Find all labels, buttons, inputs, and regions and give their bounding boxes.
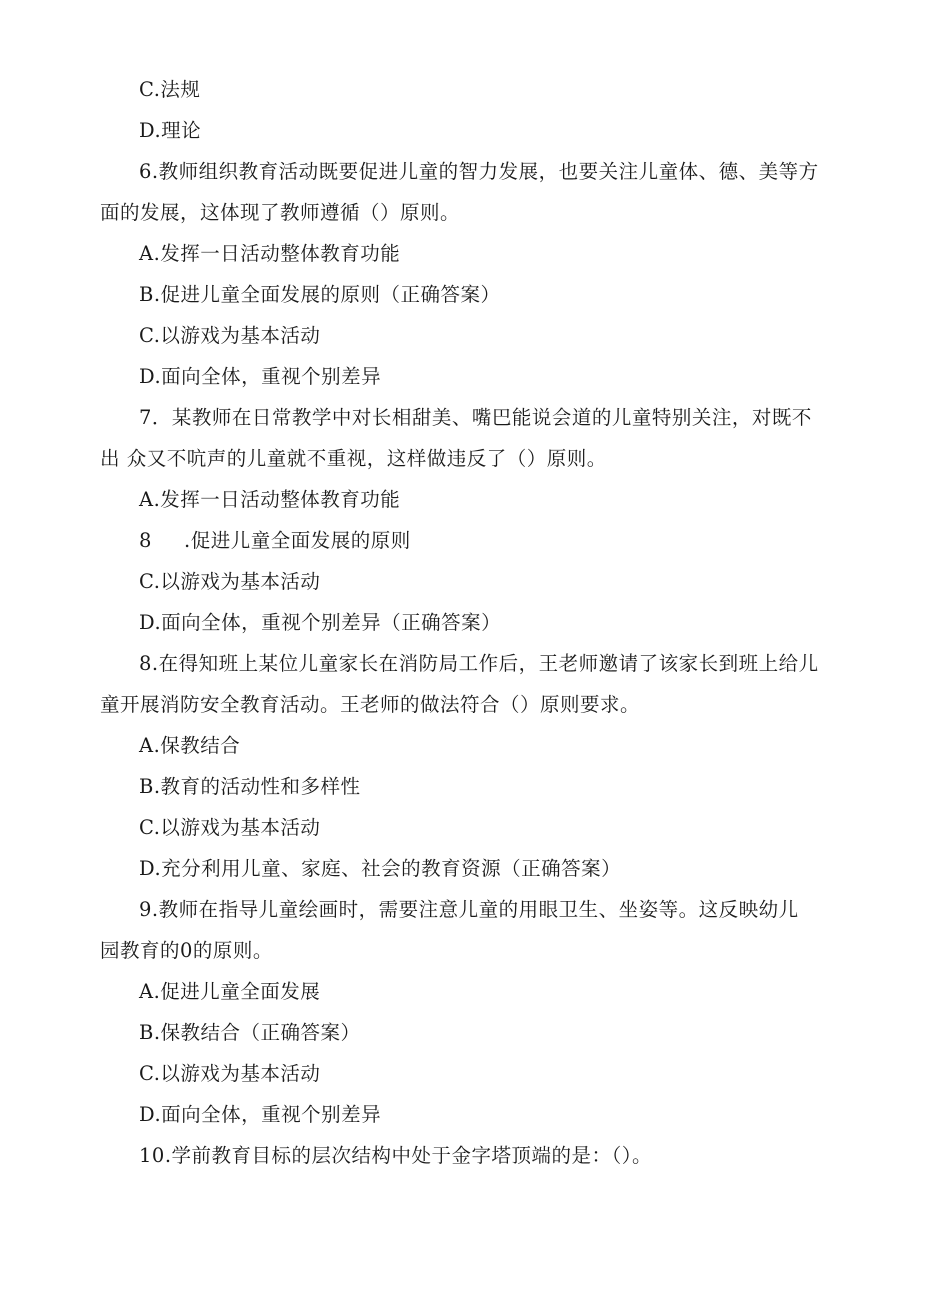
option-a-q8: A.保教结合 — [139, 734, 241, 757]
question-9-line-1: 9.教师在指导儿童绘画时，需要注意儿童的用眼卫生、坐姿等。这反映幼儿 — [139, 898, 799, 921]
question-9-line-2: 园教育的0的原则。 — [100, 939, 273, 962]
question-6-line-1: 6.教师组织教育活动既要促进儿童的智力发展，也要关注儿童体、德、美等方 — [139, 160, 819, 183]
option-text: .促进儿童全面发展的原则 — [184, 529, 411, 552]
question-7-line-2: 出 众又不吭声的儿童就不重视，这样做违反了（）原则。 — [100, 447, 607, 470]
option-d-q8: D.充分利用儿童、家庭、社会的教育资源（正确答案） — [139, 857, 622, 880]
option-b-q6: B.促进儿童全面发展的原则（正确答案） — [139, 283, 501, 306]
option-a-q9: A.促进儿童全面发展 — [139, 980, 321, 1003]
option-d-q7: D.面向全体，重视个别差异（正确答案） — [139, 611, 502, 634]
option-d-q5: D.理论 — [139, 119, 202, 142]
question-6-line-2: 面的发展，这体现了教师遵循（）原则。 — [100, 201, 461, 224]
question-8-line-2: 童开展消防安全教育活动。王老师的做法符合（）原则要求。 — [100, 693, 641, 716]
option-c-q7: C.以游戏为基本活动 — [139, 570, 321, 593]
option-number: 8 — [139, 529, 152, 552]
option-a-q6: A.发挥一日活动整体教育功能 — [139, 242, 401, 265]
option-b-q8: B.教育的活动性和多样性 — [139, 775, 361, 798]
option-a-q7: A.发挥一日活动整体教育功能 — [139, 488, 401, 511]
option-c-q9: C.以游戏为基本活动 — [139, 1062, 321, 1085]
option-b-q9: B.保教结合（正确答案） — [139, 1021, 361, 1044]
option-c-q8: C.以游戏为基本活动 — [139, 816, 321, 839]
question-8-line-1: 8.在得知班上某位儿童家长在消防局工作后，王老师邀请了该家长到班上给儿 — [139, 652, 819, 675]
option-b-q7 — [139, 527, 411, 555]
option-d-q6: D.面向全体，重视个别差异 — [139, 365, 382, 388]
option-c-q6: C.以游戏为基本活动 — [139, 324, 321, 347]
question-7-line-1: 7．某教师在日常教学中对长相甜美、嘴巴能说会道的儿童特别关注，对既不 — [139, 406, 812, 429]
question-10-line-1: 10.学前教育目标的层次结构中处于金字塔顶端的是：（）。 — [139, 1144, 653, 1167]
option-c-q5: C.法规 — [139, 78, 201, 101]
option-d-q9: D.面向全体，重视个别差异 — [139, 1103, 382, 1126]
